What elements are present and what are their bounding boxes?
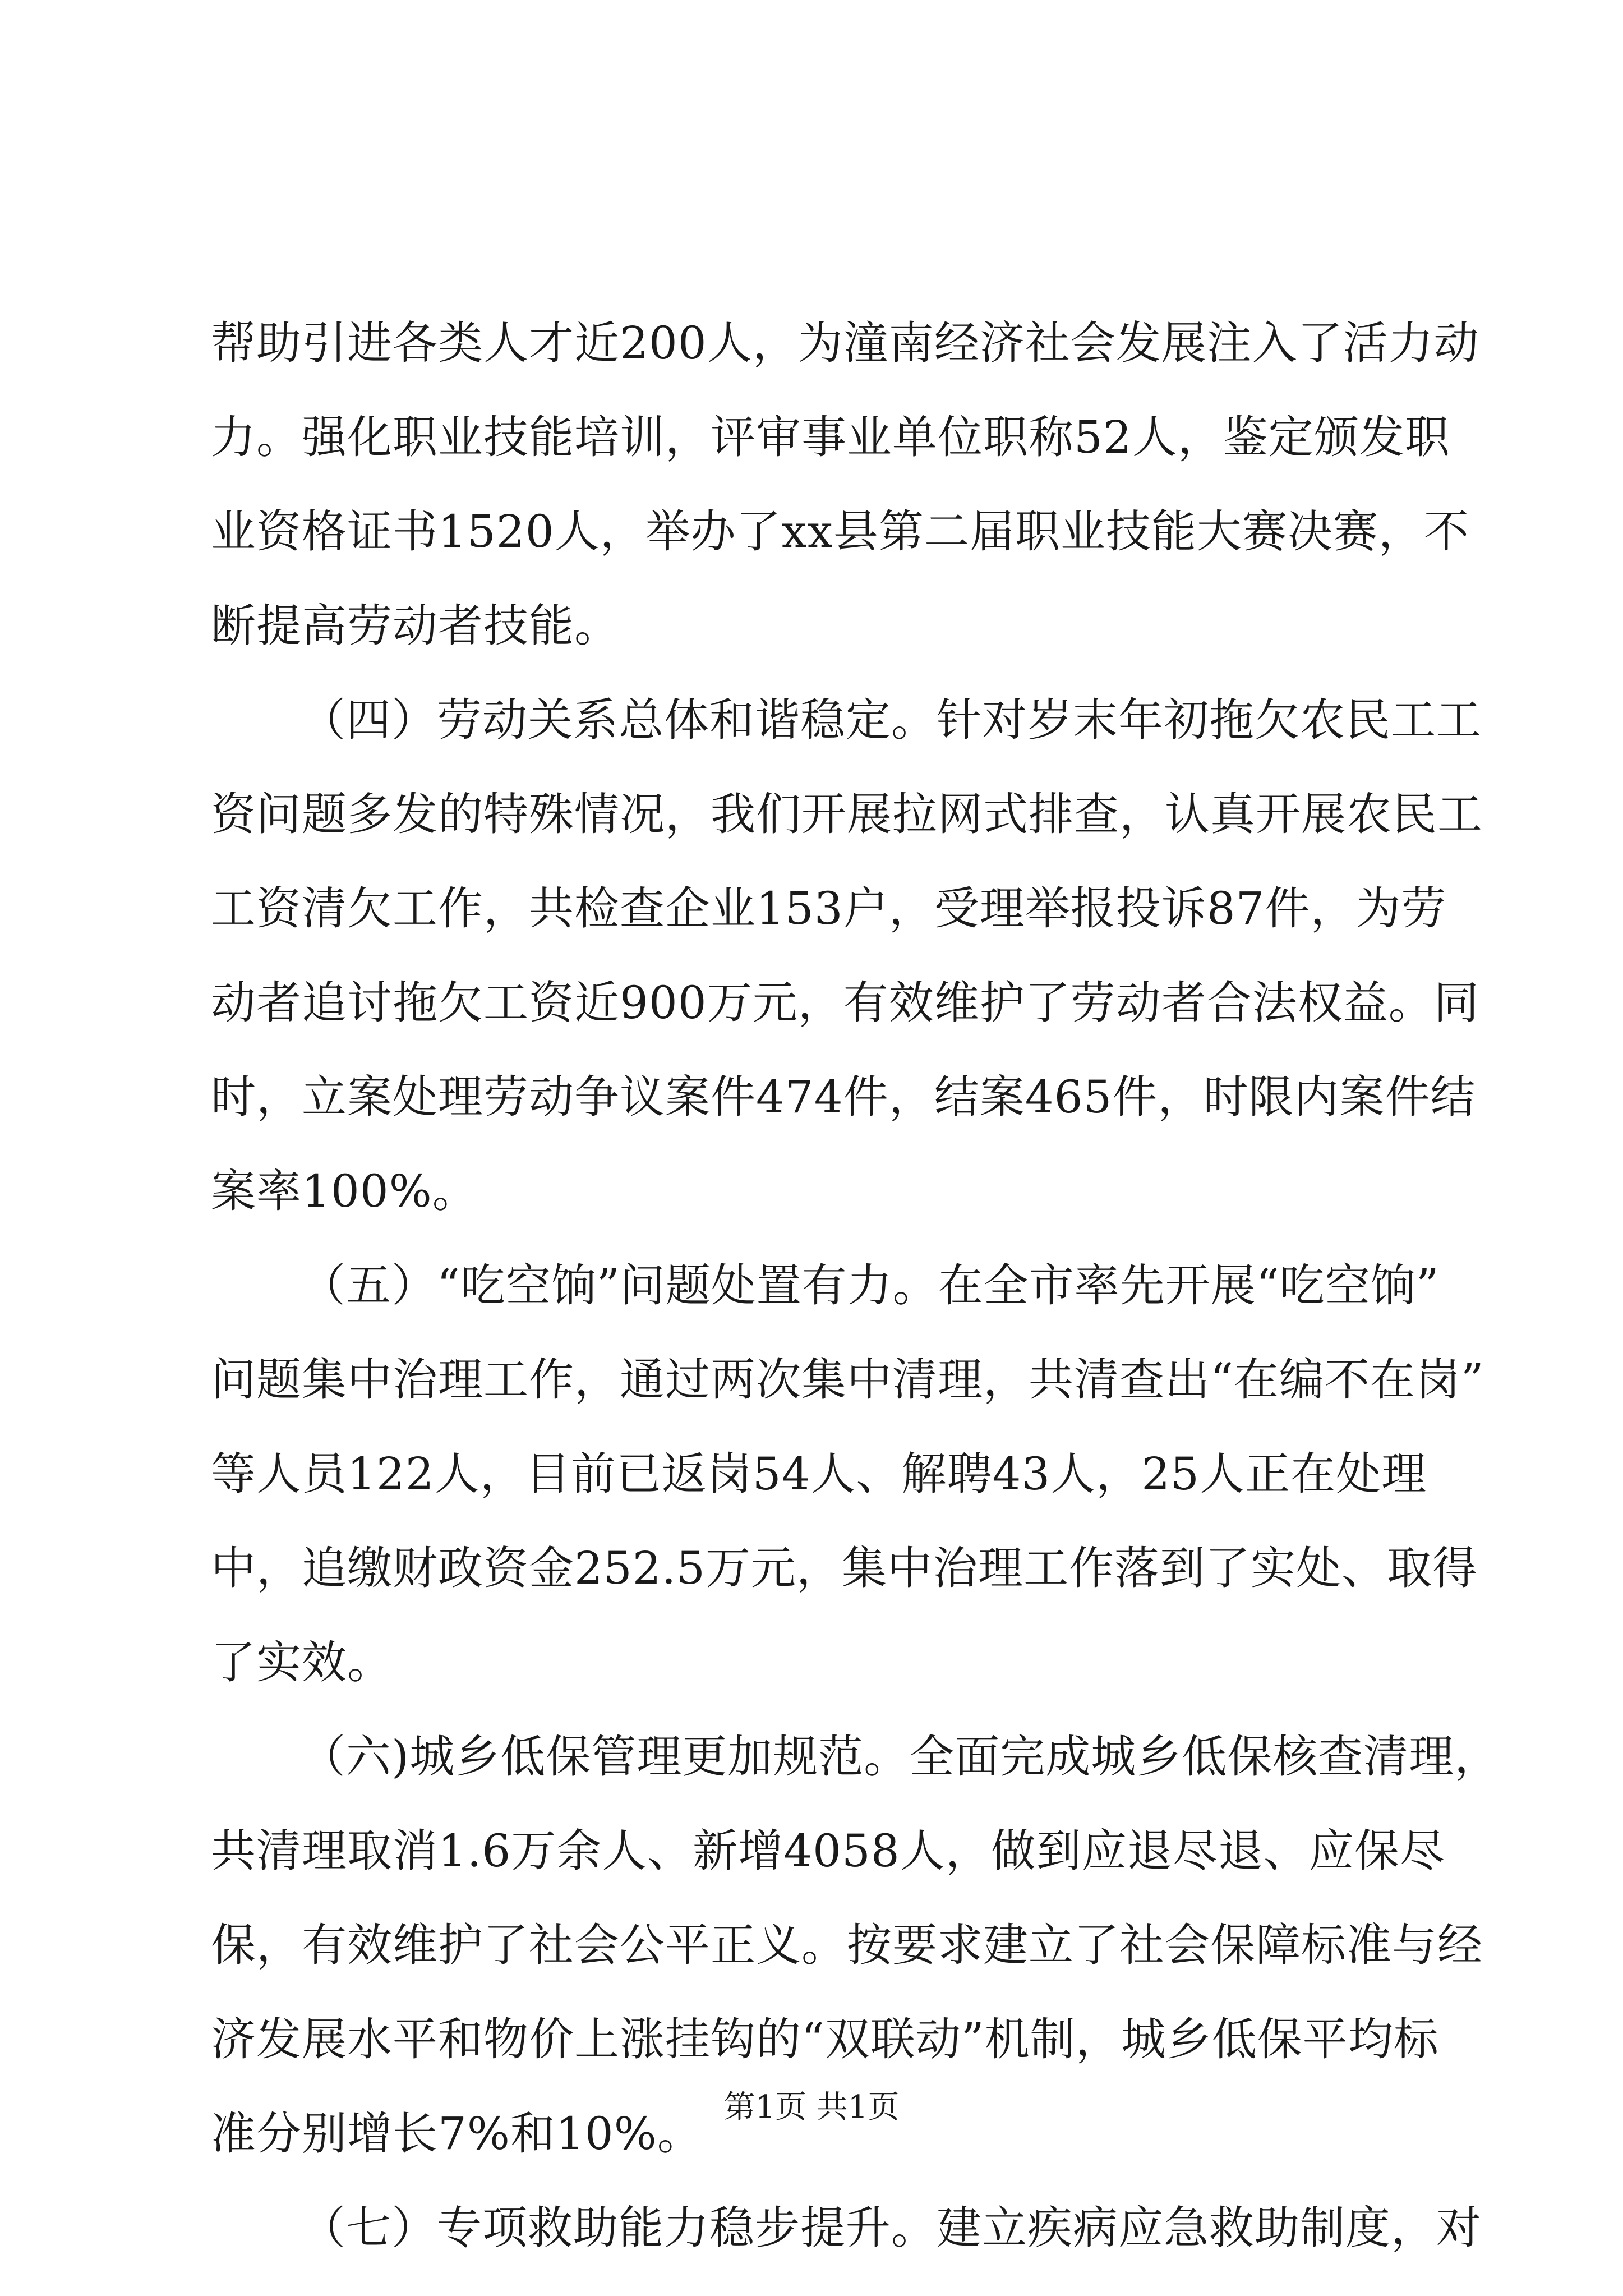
text-line: 保，有效维护了社会公平正义。按要求建立了社会保障标准与经 bbox=[211, 1919, 1483, 1971]
text-line: 济发展水平和物价上涨挂钩的“双联动”机制，城乡低保平均标 bbox=[211, 2013, 1439, 2065]
text-line: 帮助引进各类人才近200人，为潼南经济社会发展注入了活力动 bbox=[211, 317, 1479, 369]
text-line: 业资格证书1520人，举办了xx县第二届职业技能大赛决赛，不 bbox=[211, 505, 1469, 558]
paragraph-heading-line: （四）劳动关系总体和谐稳定。针对岁末年初拖欠农民工工 bbox=[301, 694, 1482, 746]
text-line: 中，追缴财政资金252.5万元，集中治理工作落到了实处、取得 bbox=[211, 1542, 1478, 1594]
text-line: 共清理取消1.6万余人、新增4058人，做到应退尽退、应保尽 bbox=[211, 1825, 1445, 1877]
text-line: 时，立案处理劳动争议案件474件，结案465件，时限内案件结 bbox=[211, 1071, 1476, 1123]
paragraph-heading-line: （五）“吃空饷”问题处置有力。在全市率先开展“吃空饷” bbox=[301, 1259, 1440, 1312]
body-text bbox=[211, 296, 1500, 2275]
text-line: 断提高劳动者技能。 bbox=[211, 600, 620, 652]
page-footer bbox=[0, 2088, 1623, 2127]
text-line: 等人员122人，目前已返岗54人、解聘43人，25人正在处理 bbox=[211, 1448, 1427, 1500]
text-line: 了实效。 bbox=[211, 1636, 393, 1688]
text-line: 问题集中治理工作，通过两次集中清理，共清查出“在编不在岗” bbox=[211, 1354, 1484, 1406]
text-line: 动者追讨拖欠工资近900万元，有效维护了劳动者合法权益。同 bbox=[211, 977, 1479, 1029]
text-line: 准分别增长7%和10%。 bbox=[211, 2108, 703, 2160]
text-line: 工资清欠工作，共检查企业153户，受理举报投诉87件，为劳 bbox=[211, 882, 1447, 935]
paragraph-heading-line: （六)城乡低保管理更加规范。全面完成城乡低保核查清理， bbox=[301, 1731, 1500, 1783]
page-number-label: 第1页 共1页 bbox=[723, 2089, 900, 2125]
text-line: 力。强化职业技能培训，评审事业单位职称52人，鉴定颁发职 bbox=[211, 411, 1450, 463]
text-line: 资问题多发的特殊情况，我们开展拉网式排查，认真开展农民工 bbox=[211, 788, 1483, 840]
paragraph-heading-line: （七）专项救助能力稳步提升。建立疾病应急救助制度，对 bbox=[301, 2202, 1482, 2254]
text-line: 案率100%。 bbox=[211, 1165, 478, 1217]
